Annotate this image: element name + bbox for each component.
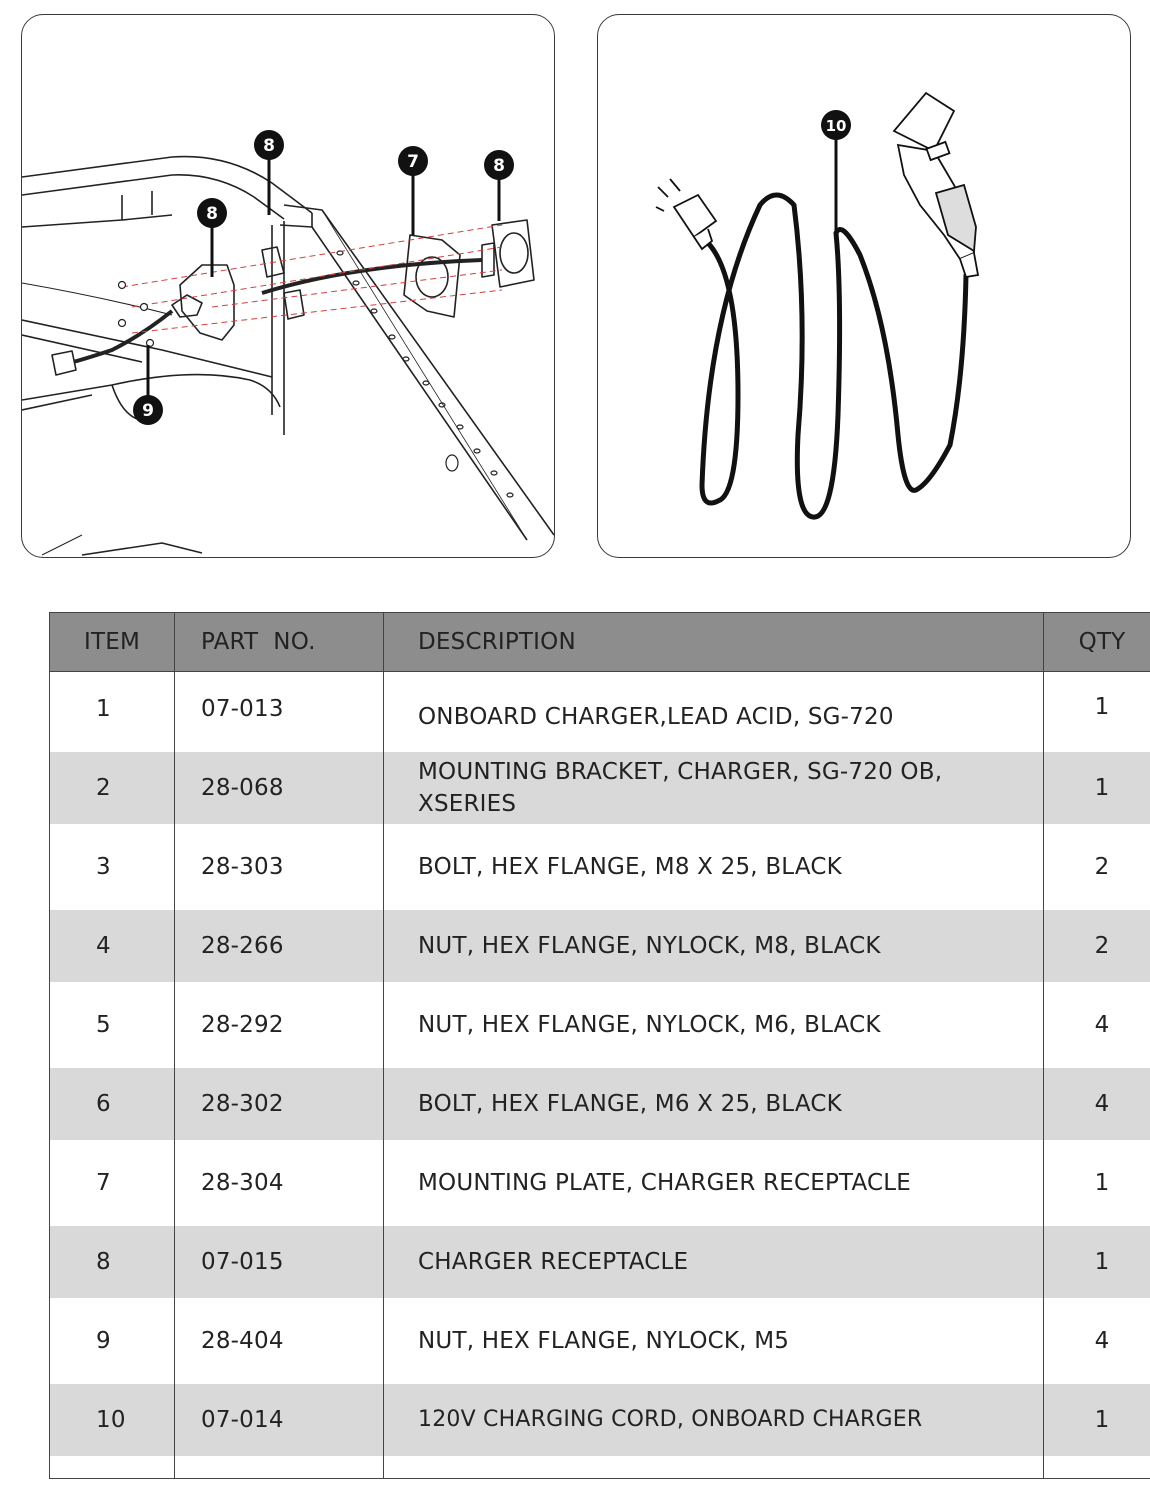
row-qty: 4	[1044, 1068, 1150, 1140]
parts-table	[49, 612, 1150, 1479]
row-qty: 2	[1044, 910, 1150, 982]
header-description: DESCRIPTION	[384, 613, 1044, 672]
row-description: NUT, HEX FLANGE, NYLOCK, M5	[384, 1298, 1044, 1384]
row-item: 1	[50, 672, 175, 752]
row-part-no: 28-292	[175, 982, 384, 1068]
svg-text:7: 7	[407, 152, 419, 172]
callout-8-c	[484, 150, 514, 180]
row-part-no: 07-014	[175, 1384, 384, 1456]
ac-plug-icon	[656, 179, 716, 249]
header-item: ITEM	[50, 613, 175, 672]
row-part-no: 07-015	[175, 1226, 384, 1298]
charging-cord-illustration	[598, 15, 1131, 558]
callout-7	[398, 146, 428, 176]
svg-text:8: 8	[493, 156, 505, 176]
table-row	[50, 982, 1150, 1068]
callout-9	[133, 395, 163, 425]
svg-text:8: 8	[263, 136, 275, 156]
callout-8-a	[254, 130, 284, 160]
table-row	[50, 1298, 1150, 1384]
cord-cable	[702, 195, 966, 517]
row-item: 3	[50, 824, 175, 910]
table-row	[50, 1140, 1150, 1226]
row-qty: 1	[1044, 1140, 1150, 1226]
row-description: MOUNTING PLATE, CHARGER RECEPTACLE	[384, 1140, 1044, 1226]
row-part-no: 28-303	[175, 824, 384, 910]
callout-8-b	[197, 198, 227, 228]
table-row	[50, 672, 1150, 752]
row-part-no: 28-304	[175, 1140, 384, 1226]
row-description: BOLT, HEX FLANGE, M6 X 25, BLACK	[384, 1068, 1044, 1140]
row-item: 5	[50, 982, 175, 1068]
row-item: 6	[50, 1068, 175, 1140]
callout-10	[821, 110, 851, 140]
row-part-no: 28-404	[175, 1298, 384, 1384]
row-qty: 2	[1044, 824, 1150, 910]
row-qty: 1	[1044, 1384, 1150, 1456]
table-row	[50, 1226, 1150, 1298]
row-qty: 1	[1044, 1226, 1150, 1298]
table-header-row	[50, 613, 1150, 672]
frame-receptacle-illustration	[22, 15, 555, 558]
row-part-no: 07-013	[175, 672, 384, 752]
row-part-no: 28-302	[175, 1068, 384, 1140]
row-qty: 4	[1044, 982, 1150, 1068]
row-description: MOUNTING BRACKET, CHARGER, SG-720 OB, XSERIES	[384, 752, 1044, 824]
table-row	[50, 824, 1150, 910]
row-qty: 1	[1044, 672, 1150, 752]
row-qty: 4	[1044, 1298, 1150, 1384]
row-description: NUT, HEX FLANGE, NYLOCK, M6, BLACK	[384, 982, 1044, 1068]
header-part-no: PART NO.	[175, 613, 384, 672]
charge-handle-icon	[894, 93, 978, 277]
row-item: 4	[50, 910, 175, 982]
row-description: BOLT, HEX FLANGE, M8 X 25, BLACK	[384, 824, 1044, 910]
svg-text:8: 8	[206, 204, 218, 224]
row-description: ONBOARD CHARGER,LEAD ACID, SG-720	[384, 672, 1044, 752]
row-item: 7	[50, 1140, 175, 1226]
svg-text:9: 9	[142, 401, 154, 421]
row-description: NUT, HEX FLANGE, NYLOCK, M8, BLACK	[384, 910, 1044, 982]
header-qty: QTY	[1044, 613, 1150, 672]
row-item: 8	[50, 1226, 175, 1298]
svg-text:10: 10	[825, 117, 847, 135]
table-row	[50, 752, 1150, 824]
row-description: 120V CHARGING CORD, ONBOARD CHARGER	[384, 1384, 1044, 1456]
table-filler-row	[50, 1456, 1150, 1479]
table-row	[50, 1384, 1150, 1456]
row-part-no: 28-266	[175, 910, 384, 982]
row-item: 10	[50, 1384, 175, 1456]
row-item: 2	[50, 752, 175, 824]
row-description: CHARGER RECEPTACLE	[384, 1226, 1044, 1298]
row-item: 9	[50, 1298, 175, 1384]
table-row	[50, 1068, 1150, 1140]
row-part-no: 28-068	[175, 752, 384, 824]
charging-cord-panel	[597, 14, 1131, 558]
table-row	[50, 910, 1150, 982]
exploded-view-panel	[21, 14, 555, 558]
row-qty: 1	[1044, 752, 1150, 824]
